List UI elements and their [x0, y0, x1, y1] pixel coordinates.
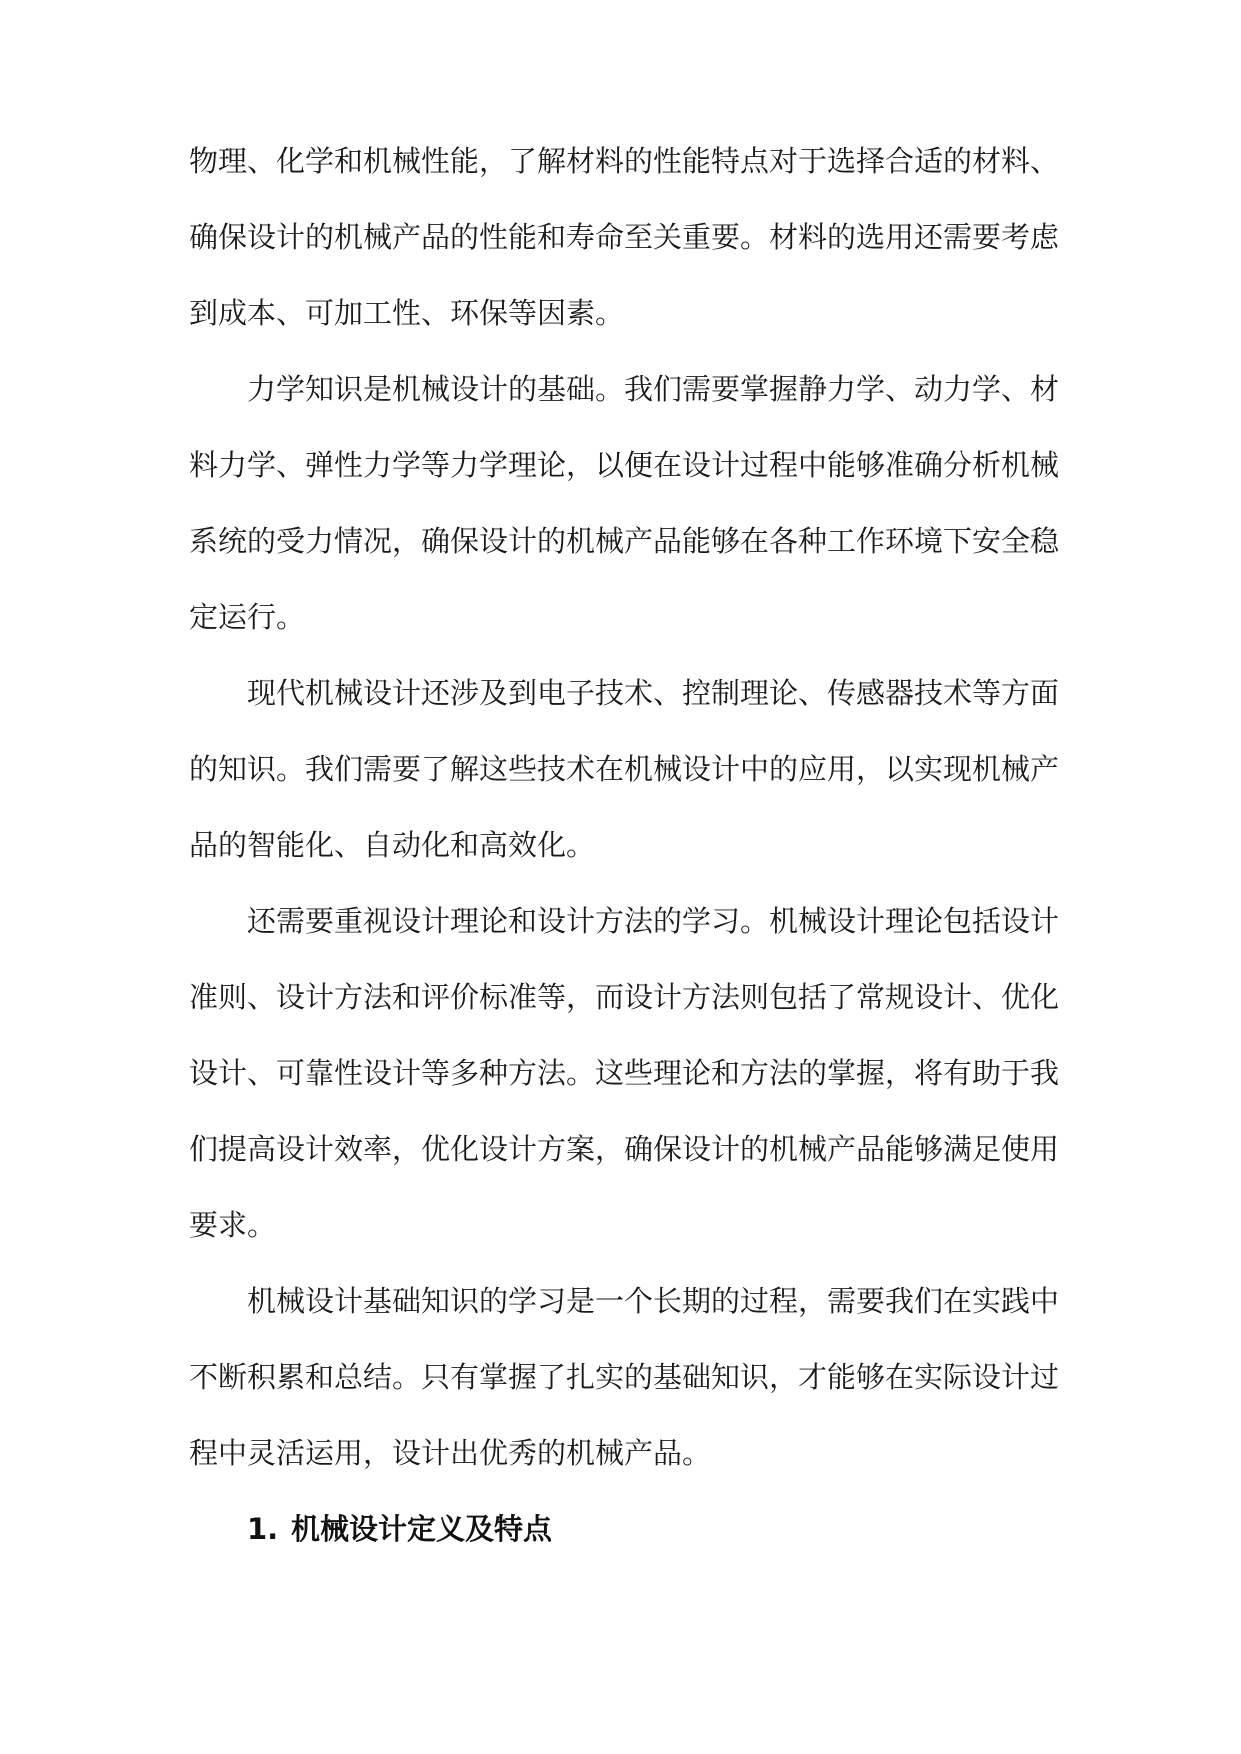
paragraph-line: 程中灵活运用，设计出优秀的机械产品。: [189, 1436, 712, 1470]
paragraph-line: 们提高设计效率，优化设计方案，确保设计的机械产品能够满足使用: [189, 1132, 1060, 1166]
paragraph-line: 要求。: [189, 1208, 277, 1242]
paragraph-line: 不断积累和总结。只有掌握了扎实的基础知识，才能够在实际设计过: [189, 1360, 1060, 1394]
paragraph-line: 物理、化学和机械性能，了解材料的性能特点对于选择合适的材料、: [189, 144, 1060, 178]
paragraph-line: 确保设计的机械产品的性能和寿命至关重要。材料的选用还需要考虑: [189, 220, 1060, 254]
paragraph-line: 现代机械设计还涉及到电子技术、控制理论、传感器技术等方面: [247, 676, 1060, 710]
section-title: 机械设计定义及特点: [291, 1512, 553, 1546]
paragraph-line: 系统的受力情况，确保设计的机械产品能够在各种工作环境下安全稳: [189, 524, 1060, 558]
paragraph-line: 设计、可靠性设计等多种方法。这些理论和方法的掌握，将有助于我: [189, 1056, 1060, 1090]
paragraph-line: 品的智能化、自动化和高效化。: [189, 828, 596, 862]
paragraph-line: 到成本、可加工性、环保等因素。: [189, 296, 625, 330]
section-number: 1.: [247, 1512, 279, 1546]
paragraph-line: 机械设计基础知识的学习是一个长期的过程，需要我们在实践中: [247, 1284, 1060, 1318]
section-heading: [247, 1509, 552, 1549]
paragraph-line: 还需要重视设计理论和设计方法的学习。机械设计理论包括设计: [247, 904, 1060, 938]
paragraph-line: 定运行。: [189, 600, 306, 634]
paragraph-line: 料力学、弹性力学等力学理论，以便在设计过程中能够准确分析机械: [189, 448, 1060, 482]
paragraph-line: 力学知识是机械设计的基础。我们需要掌握静力学、动力学、材: [247, 372, 1060, 406]
paragraph-line: 准则、设计方法和评价标准等，而设计方法则包括了常规设计、优化: [189, 980, 1060, 1014]
paragraph-line: 的知识。我们需要了解这些技术在机械设计中的应用，以实现机械产: [189, 752, 1060, 786]
